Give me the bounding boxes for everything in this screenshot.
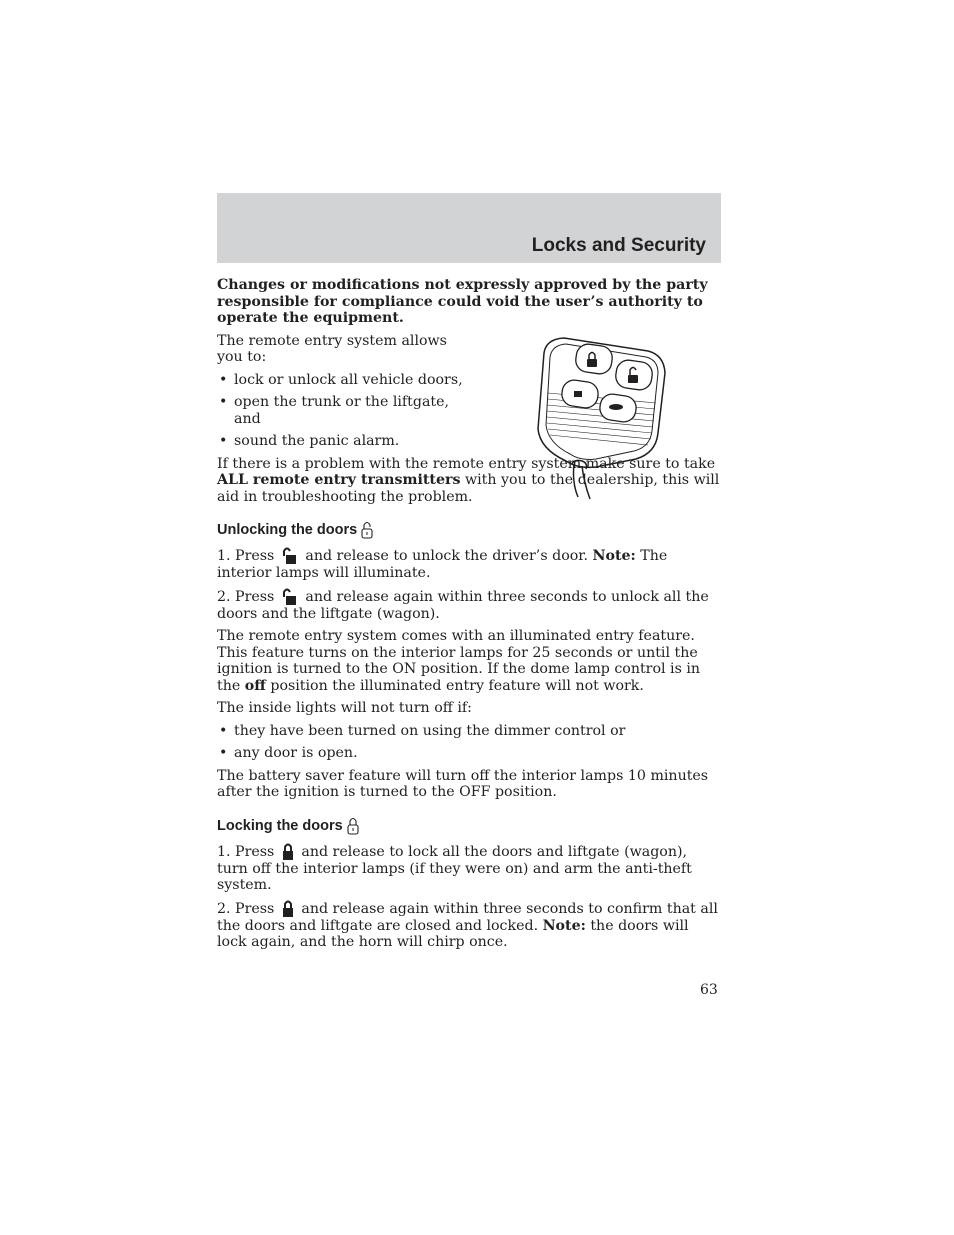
unlock-button-icon	[279, 547, 301, 565]
page-content	[217, 277, 722, 957]
lock-button-icon	[279, 900, 297, 918]
inside-lights-bullets	[217, 723, 722, 762]
lock-icon	[347, 817, 359, 835]
intro-bullets	[217, 372, 722, 450]
unlock-step-1: 1. Press and release to unlock the driver’s door. Note: The interior lamps will illuminate.	[217, 548, 668, 581]
list-item: • they have been turned on using the dimmer control or	[217, 723, 722, 740]
lock-button-icon	[279, 843, 297, 861]
page-number: 63	[700, 982, 718, 998]
locking-heading: Locking the doors	[217, 817, 722, 835]
problem-paragraph: If there is a problem with the remote entry system make sure to take ALL remote entry transmitters with you to the dealership, this will aid in troubleshooting the problem.	[217, 455, 720, 505]
battery-saver-paragraph: The battery saver feature will turn off the interior lamps 10 minutes after the ignition is turned to the OFF position.	[217, 767, 709, 800]
intro-paragraph: The remote entry system allows you to:	[217, 332, 447, 365]
unlock-step-2: 2. Press and release again within three seconds to unlock all the doors and the liftgate (wagon).	[217, 588, 709, 622]
unlock-button-icon	[279, 588, 301, 606]
list-item: • any door is open.	[217, 745, 722, 762]
list-item: • open the trunk or the liftgate, and	[217, 394, 469, 427]
lock-step-2: 2. Press and release again within three seconds to confirm that all the doors and liftgate are closed and locked. Note: the doors will lock again, and the horn will chirp once.	[217, 900, 718, 950]
warning-text: Changes or modifications not expressly approved by the party responsible for compliance could void the user’s authority to operate the equipment.	[217, 277, 708, 326]
page-title: Locks and Security	[531, 235, 706, 256]
lock-step-1: 1. Press and release to lock all the doors and liftgate (wagon), turn off the interior lamps (if they were on) and arm the anti-theft system.	[217, 843, 692, 893]
list-item: • sound the panic alarm.	[217, 433, 469, 450]
inside-lights-paragraph: The inside lights will not turn off if:	[217, 700, 472, 716]
unlocking-heading: Unlocking the doors	[217, 521, 722, 539]
illuminated-entry-paragraph: The remote entry system comes with an illuminated entry feature. This feature turns on the interior lamps for 25 seconds or until the ignition is turned to the ON position. If the dome lamp control is in the off position the illuminated entry feature will not work.	[217, 628, 701, 694]
list-item: • lock or unlock all vehicle doors,	[217, 372, 469, 389]
header-band	[217, 193, 721, 263]
unlock-icon	[361, 521, 373, 539]
